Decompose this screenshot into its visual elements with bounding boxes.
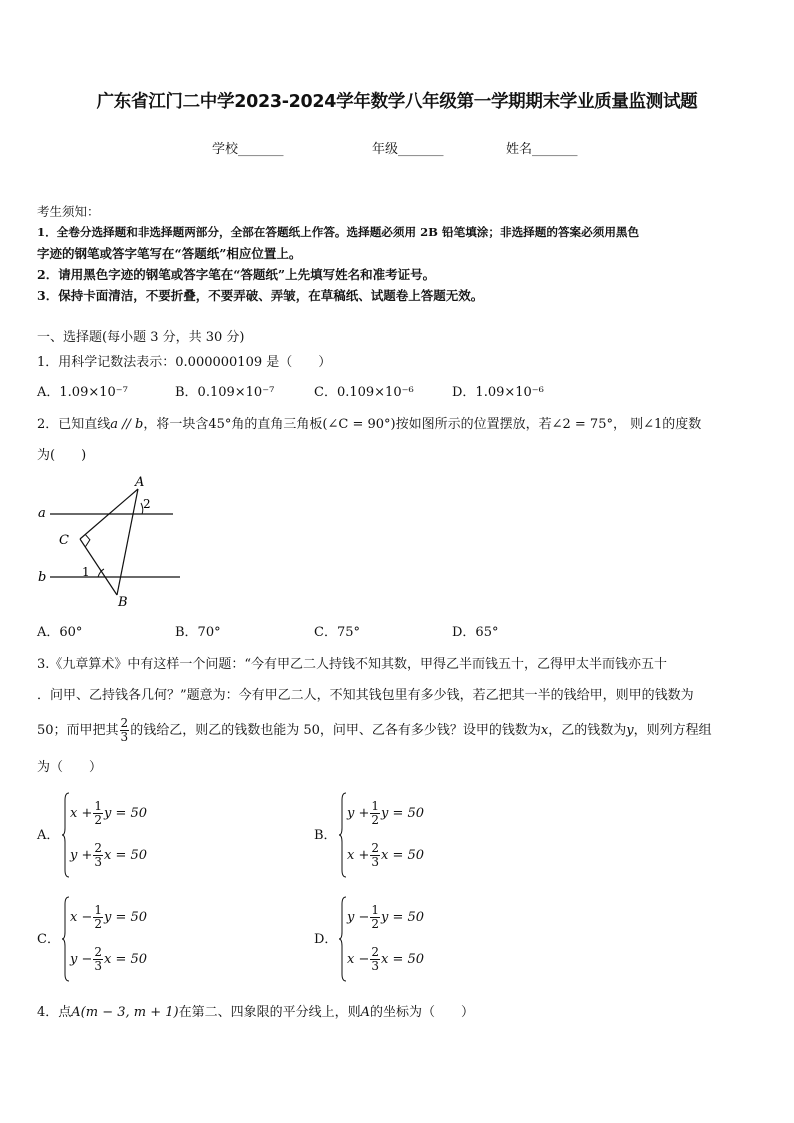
brace-icon	[62, 896, 70, 982]
grade-field: 年级_______	[372, 142, 444, 157]
q3-option-d-label: D．	[314, 932, 338, 947]
eq-frac	[93, 904, 103, 931]
q2-stem-b: ，将一块含45°角的直角三角板(∠C = 90°)按如图所示的位置摆放，若∠2 = 75°， 则∠1的度数	[143, 417, 702, 432]
section-heading: 一、选择题(每小题 3 分，共 30 分)	[37, 330, 245, 345]
eq-pre: y +	[70, 848, 93, 863]
equation-2	[347, 842, 424, 869]
frac-num: 2	[120, 715, 129, 730]
eq-frac	[93, 946, 103, 973]
school-field: 学校_______	[212, 142, 284, 157]
eq-num: 1	[371, 903, 380, 917]
eq-num: 2	[94, 841, 103, 855]
eq-pre: x +	[347, 848, 370, 863]
name-field: 姓名_______	[506, 142, 578, 157]
q2-option-c: C．75°	[314, 625, 360, 640]
notice-item-1a: 1．全卷分选择题和非选择题两部分，全部在答题纸上作答。选择题必须用 2B 铅笔填涂；非选择题的答案必须用黑色	[37, 225, 640, 239]
eq-frac	[370, 946, 380, 973]
notice-item-1b: 字迹的钢笔或答字笔写在“答题纸”相应位置上。	[37, 246, 302, 261]
label-vertex-a: A	[135, 475, 145, 490]
q3-option-d-system	[339, 896, 459, 982]
eq-den: 3	[94, 959, 103, 973]
eq-den: 2	[94, 917, 102, 931]
eq-pre: y −	[347, 910, 370, 925]
eq-pre: x −	[70, 910, 93, 925]
q3-line-3a: 50；而甲把其	[37, 722, 119, 738]
q1-option-d: D．1.09×10⁻⁶	[452, 385, 544, 400]
q3-line-3c: ，乙的钱数为	[548, 722, 627, 738]
equation-1	[70, 800, 147, 827]
var-y: y	[626, 722, 634, 738]
eq-post: y = 50	[104, 910, 148, 925]
label-b: b	[38, 570, 47, 585]
q3-line-3b: 的钱给乙，则乙的钱数也能为 50，问甲、乙各有多少钱？设甲的钱数为	[130, 722, 541, 738]
eq-post: y = 50	[381, 806, 425, 821]
notice-heading: 考生须知：	[37, 204, 100, 219]
eq-num: 1	[371, 799, 380, 813]
q3-line-3	[37, 712, 712, 748]
q1-stem: 1．用科学记数法表示：0.000000109 是（ ）	[37, 355, 332, 370]
eq-den: 2	[94, 813, 102, 827]
right-angle-mark	[85, 534, 90, 546]
eq-post: x = 50	[381, 952, 425, 967]
var-x: x	[540, 722, 549, 738]
q3-line-3d: ，则列方程组	[633, 722, 712, 738]
eq-pre: y −	[70, 952, 93, 967]
eq-post: x = 50	[104, 952, 148, 967]
eq-frac	[370, 904, 380, 931]
q2-option-a: A．60°	[37, 625, 83, 640]
equation-1	[70, 904, 147, 931]
q3-option-b-system	[339, 792, 459, 878]
q3-line-1: 3.《九章算术》中有这样一个问题：“今有甲乙二人持钱不知其数，甲得乙半而钱五十，乙得甲太半而钱亦五十	[37, 657, 668, 672]
eq-frac	[93, 842, 103, 869]
label-vertex-c: C	[59, 533, 69, 548]
q4-stem-c: 的坐标为（ ）	[370, 1005, 475, 1020]
q3-option-c-label: C．	[37, 932, 60, 947]
q2-stem-c: 为( )	[37, 448, 87, 463]
q3-option-a-label: A．	[37, 828, 60, 843]
eq-frac	[370, 842, 380, 869]
label-angle-2: 2	[143, 497, 151, 511]
eq-post: y = 50	[104, 806, 148, 821]
brace-icon	[339, 792, 347, 878]
eq-den: 3	[94, 855, 103, 869]
eq-post: y = 50	[381, 910, 425, 925]
eq-pre: x +	[70, 806, 93, 821]
q2-option-b: B．70°	[175, 625, 221, 640]
brace-icon	[339, 896, 347, 982]
triangle-figure	[30, 470, 190, 615]
eq-num: 2	[371, 945, 379, 959]
q3-line-4: 为（ ）	[37, 760, 103, 775]
page-title: 广东省江门二中学2023-2024学年数学八年级第一学期期末学业质量监测试题	[96, 92, 698, 112]
equation-1	[347, 904, 424, 931]
eq-num: 1	[94, 799, 102, 813]
q4-point: A(m − 3, m + 1)	[71, 1005, 179, 1020]
equation-2	[347, 946, 424, 973]
q3-option-c-system	[62, 896, 182, 982]
equation-2	[70, 842, 147, 869]
label-vertex-b: B	[118, 595, 128, 610]
q4-stem-b: 在第二、四象限的平分线上，则	[178, 1005, 361, 1020]
eq-den: 3	[371, 959, 379, 973]
eq-frac	[370, 800, 380, 827]
fraction-two-thirds	[120, 717, 130, 744]
q3-option-b-label: B．	[314, 828, 337, 843]
q2-option-d: D．65°	[452, 625, 499, 640]
eq-den: 2	[371, 917, 380, 931]
q4-stem-a: 4．点	[37, 1005, 72, 1020]
equation-1	[347, 800, 424, 827]
q4-stem	[37, 1004, 474, 1021]
eq-post: x = 50	[104, 848, 148, 863]
q4-point-name: A	[360, 1005, 370, 1020]
notice-item-3: 3．保持卡面清洁，不要折叠，不要弄破、弄皱，在草稿纸、试题卷上答题无效。	[37, 288, 484, 303]
eq-pre: x −	[347, 952, 370, 967]
q2-parallel: a // b	[110, 417, 144, 432]
eq-num: 2	[94, 945, 103, 959]
brace-icon	[62, 792, 70, 878]
q1-option-a: A．1.09×10⁻⁷	[37, 385, 128, 400]
eq-den: 2	[371, 813, 380, 827]
q2-stem-a: 2．已知直线	[37, 417, 111, 432]
q1-option-b: B．0.109×10⁻⁷	[175, 385, 275, 400]
q1-option-c: C．0.109×10⁻⁶	[314, 385, 414, 400]
notice-item-2: 2．请用黑色字迹的钢笔或答字笔在“答题纸”上先填写姓名和准考证号。	[37, 267, 436, 282]
eq-den: 3	[371, 855, 379, 869]
eq-num: 2	[371, 841, 379, 855]
label-a: a	[38, 506, 46, 521]
label-angle-1: 1	[82, 565, 90, 579]
q3-line-2: ．问甲、乙持钱各几何？”题意为：今有甲乙二人，不知其钱包里有多少钱，若乙把其一半的钱给甲，则甲的钱数为	[37, 688, 694, 703]
eq-frac	[93, 800, 103, 827]
eq-pre: y +	[347, 806, 370, 821]
q3-option-a-system	[62, 792, 182, 878]
equation-2	[70, 946, 147, 973]
q2-stem	[37, 416, 701, 433]
frac-den: 3	[120, 729, 129, 744]
eq-num: 1	[94, 903, 102, 917]
eq-post: x = 50	[381, 848, 425, 863]
